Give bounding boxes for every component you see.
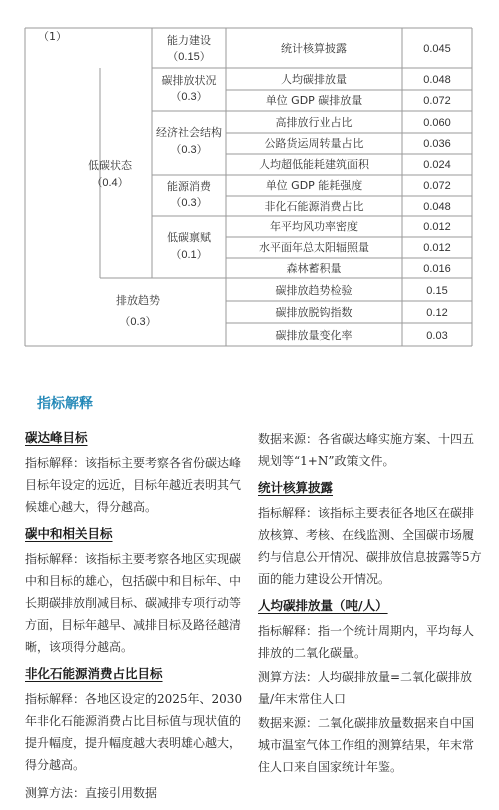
row-value: 0.072 (423, 95, 451, 107)
group-name-capacity: 能力建设 (167, 34, 211, 47)
group-weight-economic-structure: （0.3） (170, 144, 208, 156)
row-value: 0.12 (426, 307, 448, 319)
right-column (258, 428, 484, 784)
group-weight-emission-status: （0.3） (170, 91, 208, 103)
low-carbon-status-weight: （0.4） (91, 177, 129, 189)
row-value: 0.016 (423, 263, 451, 275)
row-name: 单位 GDP 能耗强度 (265, 179, 363, 192)
row-value: 0.15 (426, 285, 448, 297)
block-method: 测算方法：人均碳排放量=二氧化碳排放量/年末常住人口 (258, 670, 473, 706)
row-value: 0.012 (423, 221, 451, 233)
section-heading: 指标解释 (37, 396, 93, 412)
row-name: 人均碳排放量 (281, 73, 347, 86)
group-weight-energy-consumption: （0.3） (170, 197, 208, 209)
row-value: 0.045 (423, 43, 451, 55)
block-text: 指标解释：该指标主要表征各地区在碳排放核算、考核、在线监测、全国碳市场履约与信息公开情况、碳排放信息披露等5方面的能力建设公开情况。 (258, 506, 482, 586)
row-value: 0.072 (423, 180, 451, 192)
block-source: 数据来源：二氧化碳排放量数据来自中国城市温室气体工作组的测算结果，年末常住人口来自国家统计年鉴。 (258, 716, 475, 774)
group-weight-capacity: （0.15） (167, 51, 211, 63)
block-method: 测算方法：直接引用数据 (25, 786, 158, 800)
block-title: 碳达峰目标 (25, 430, 88, 445)
row-value: 0.03 (426, 330, 448, 342)
row-name: 碳排放量变化率 (275, 329, 353, 342)
block-text: 指标解释：该指标主要考察各省份碳达峰目标年设定的远近，目标年越近表明其气候雄心越大，得分越高。 (25, 456, 242, 514)
indicator-weight-table (0, 0, 499, 360)
block-title: 非化石能源消费占比目标 (25, 666, 163, 681)
block-title: 人均碳排放量（吨/人） (258, 598, 388, 613)
emission-trend-name: 排放趋势 (116, 294, 160, 307)
row-name: 人均超低能耗建筑面积 (259, 158, 369, 171)
row-value: 0.060 (423, 117, 451, 129)
low-carbon-status-name: 低碳状态 (88, 159, 132, 172)
block-text: 指标解释：指一个统计周期内，平均每人排放的二氧化碳量。 (258, 624, 475, 660)
row-name: 非化石能源消费占比 (264, 200, 364, 213)
emission-trend-weight: （0.3） (119, 316, 157, 328)
block-text: 指标解释：该指标主要考察各地区实现碳中和目标的雄心，包括碳中和目标年、中长期碳排放削减目标、碳减排专项行动等方面，目标年越早、减排目标及路径越清晰，该项得分越高。 (25, 552, 242, 654)
row-name: 水平面年总太阳辐照量 (259, 241, 369, 254)
group-weight-low-carbon-endowment: （0.1） (170, 249, 208, 261)
row-value: 0.036 (423, 138, 451, 150)
group-name-emission-status: 碳排放状况 (161, 74, 217, 87)
row-value: 0.048 (423, 74, 451, 86)
row-value: 0.048 (423, 201, 451, 213)
row-name: 碳排放脱钩指数 (275, 306, 353, 319)
row-value: 0.012 (423, 242, 451, 254)
block-title: 统计核算披露 (258, 480, 334, 495)
group-name-energy-consumption: 能源消费 (167, 180, 211, 193)
row-name: 年平均风功率密度 (270, 220, 358, 233)
group-name-economic-structure: 经济社会结构 (156, 126, 222, 139)
row-name: 森林蓄积量 (286, 262, 342, 275)
row-value: 0.024 (423, 159, 451, 171)
table-top-label: （1） (38, 30, 67, 43)
block-source: 数据来源：各省碳达峰实施方案、十四五规划等“1+N”政策文件。 (258, 432, 475, 468)
row-name: 碳排放趋势检验 (275, 284, 353, 297)
group-name-low-carbon-endowment: 低碳禀赋 (167, 231, 211, 244)
row-name: 统计核算披露 (281, 42, 347, 55)
left-column (25, 428, 251, 810)
block-title: 碳中和相关目标 (25, 526, 113, 541)
row-name: 公路货运周转量占比 (264, 137, 364, 150)
row-name: 单位 GDP 碳排放量 (265, 94, 363, 107)
block-text: 指标解释：各地区设定的2025年、2030年非化石能源消费占比目标值与现状值的提升幅度，提升幅度越大表明雄心越大，得分越高。 (25, 692, 243, 772)
row-name: 高排放行业占比 (275, 116, 353, 129)
